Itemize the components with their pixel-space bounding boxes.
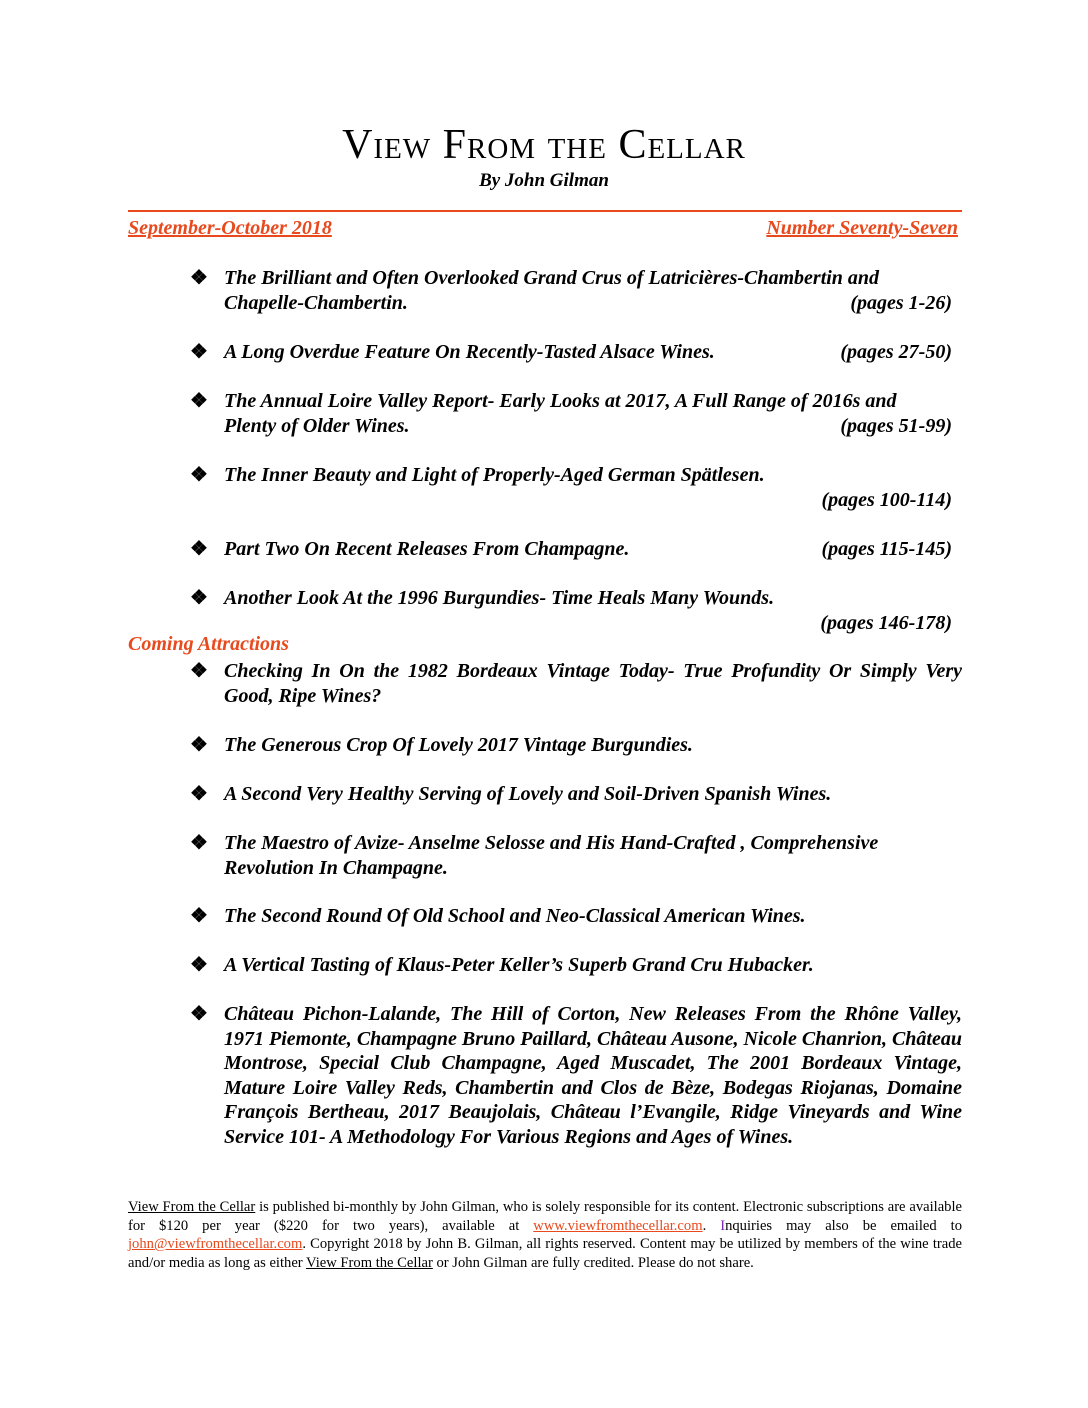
contents-item (190, 340, 962, 365)
coming-item-title: A Second Very Healthy Serving of Lovely and Soil-Driven Spanish Wines. (224, 783, 832, 805)
coming-item-title: Château Pichon-Lalande, The Hill of Corton, New Releases From the Rhône Valley, 1971 Piemonte, Champagne Bruno Paillard, Château Ausone, Nicole Chanrion, Château Montrose, Special Club Champagne, Aged Muscadet, The 2001 Bordeaux Vintage, Mature Loire Valley Reds, Chambertin and Clos de Bèze, Bodegas Riojanas, Domaine François Bertheau, 2017 Beaujolais, Château l’Evangile, Ridge Vineyards and Wine Service 101- A Methodology For Various Regions and Ages of Wines. (224, 1003, 962, 1148)
page-range: (pages 51-99) (840, 414, 952, 437)
coming-item-title: The Second Round Of Old School and Neo-Classical American Wines. (224, 905, 806, 927)
page-range: (pages 27-50) (840, 341, 952, 363)
publication-name-link[interactable]: View From the Cellar (128, 1199, 256, 1215)
diamond-bullet-icon: ❖ (190, 832, 208, 854)
coming-item (190, 659, 962, 708)
diamond-bullet-icon: ❖ (190, 464, 208, 486)
page-range: (pages 1-26) (850, 291, 952, 314)
contents-item-title: The Annual Loire Valley Report- Early Looks at 2017, A Full Range of 2016s and (224, 390, 897, 412)
contents-item (190, 586, 962, 635)
notice-text: nquiries may also be emailed to (725, 1217, 962, 1234)
notice-text: I (720, 1217, 726, 1234)
page-range: (pages 146-178) (820, 611, 952, 634)
contents-item-title: The Brilliant and Often Overlooked Grand Crus of Latricières-Chambertin and (224, 267, 880, 289)
diamond-bullet-icon: ❖ (190, 734, 208, 756)
contents-item (190, 266, 962, 315)
issue-number: Number Seventy-Seven (766, 217, 958, 239)
diamond-bullet-icon: ❖ (190, 660, 208, 682)
diamond-bullet-icon: ❖ (190, 905, 208, 927)
contents-item-title: A Long Overdue Feature On Recently-Tasted Alsace Wines. (224, 341, 715, 363)
issue-date: September-October 2018 (128, 217, 332, 239)
diamond-bullet-icon: ❖ (190, 587, 208, 609)
author-byline: By John Gilman (479, 170, 609, 191)
coming-item (190, 831, 962, 880)
notice-text: . (702, 1217, 721, 1234)
contents-item (190, 463, 962, 512)
coming-item-title: The Maestro of Avize- Anselme Selosse and His Hand-Crafted , Comprehensive Revolution In Champagne. (224, 832, 879, 879)
diamond-bullet-icon: ❖ (190, 1003, 208, 1025)
diamond-bullet-icon: ❖ (190, 267, 208, 289)
diamond-bullet-icon: ❖ (190, 783, 208, 805)
contents-item-title: Chapelle-Chambertin. (224, 291, 408, 314)
contents-item-title: Plenty of Older Wines. (224, 414, 410, 437)
email-link[interactable]: john@viewfromthecellar.com (128, 1236, 303, 1253)
contents-item-title: Part Two On Recent Releases From Champagne. (224, 538, 630, 560)
publication-title: View From the Cellar (342, 122, 746, 168)
contents-item-title: Another Look At the 1996 Burgundies- Time Heals Many Wounds. (224, 587, 775, 609)
coming-item (190, 904, 962, 929)
contents-item (190, 389, 962, 438)
diamond-bullet-icon: ❖ (190, 538, 208, 560)
publication-name-link[interactable]: View From the Cellar (306, 1254, 433, 1271)
page-range: (pages 115-145) (821, 538, 952, 560)
website-link[interactable]: www.viewfromthecellar.com (533, 1217, 703, 1234)
page-range: (pages 100-114) (821, 488, 952, 511)
coming-item-title: A Vertical Tasting of Klaus-Peter Keller’s Superb Grand Cru Hubacker. (224, 954, 814, 976)
coming-item-title: The Generous Crop Of Lovely 2017 Vintage Burgundies. (224, 734, 693, 756)
coming-item (190, 733, 962, 758)
top-divider (128, 210, 962, 212)
notice-text: . Copyright 2018 by John B. Gilman, all rights reserved. Content may be utilized by members of the wine trade and/or media as long as either (128, 1236, 962, 1271)
coming-item-title: Checking In On the 1982 Bordeaux Vintage Today- True Profundity Or Simply Very Good, Ripe Wines? (224, 660, 962, 707)
diamond-bullet-icon: ❖ (190, 954, 208, 976)
coming-attractions-heading: Coming Attractions (128, 633, 289, 655)
contents-item-title: The Inner Beauty and Light of Properly-Aged German Spätlesen. (224, 464, 765, 486)
diamond-bullet-icon: ❖ (190, 341, 208, 363)
diamond-bullet-icon: ❖ (190, 390, 208, 412)
notice-text: or John Gilman are fully credited. Please do not share. (432, 1254, 754, 1271)
coming-item (190, 953, 962, 978)
publication-notice (128, 1198, 962, 1272)
contents-item (190, 537, 962, 562)
coming-item (190, 1002, 962, 1149)
notice-text: is published bi-monthly by John Gilman, who is solely responsible for its content. Electronic subscriptions are available for $120 per year ($220 for two years), available at (128, 1199, 963, 1234)
coming-item (190, 782, 962, 807)
